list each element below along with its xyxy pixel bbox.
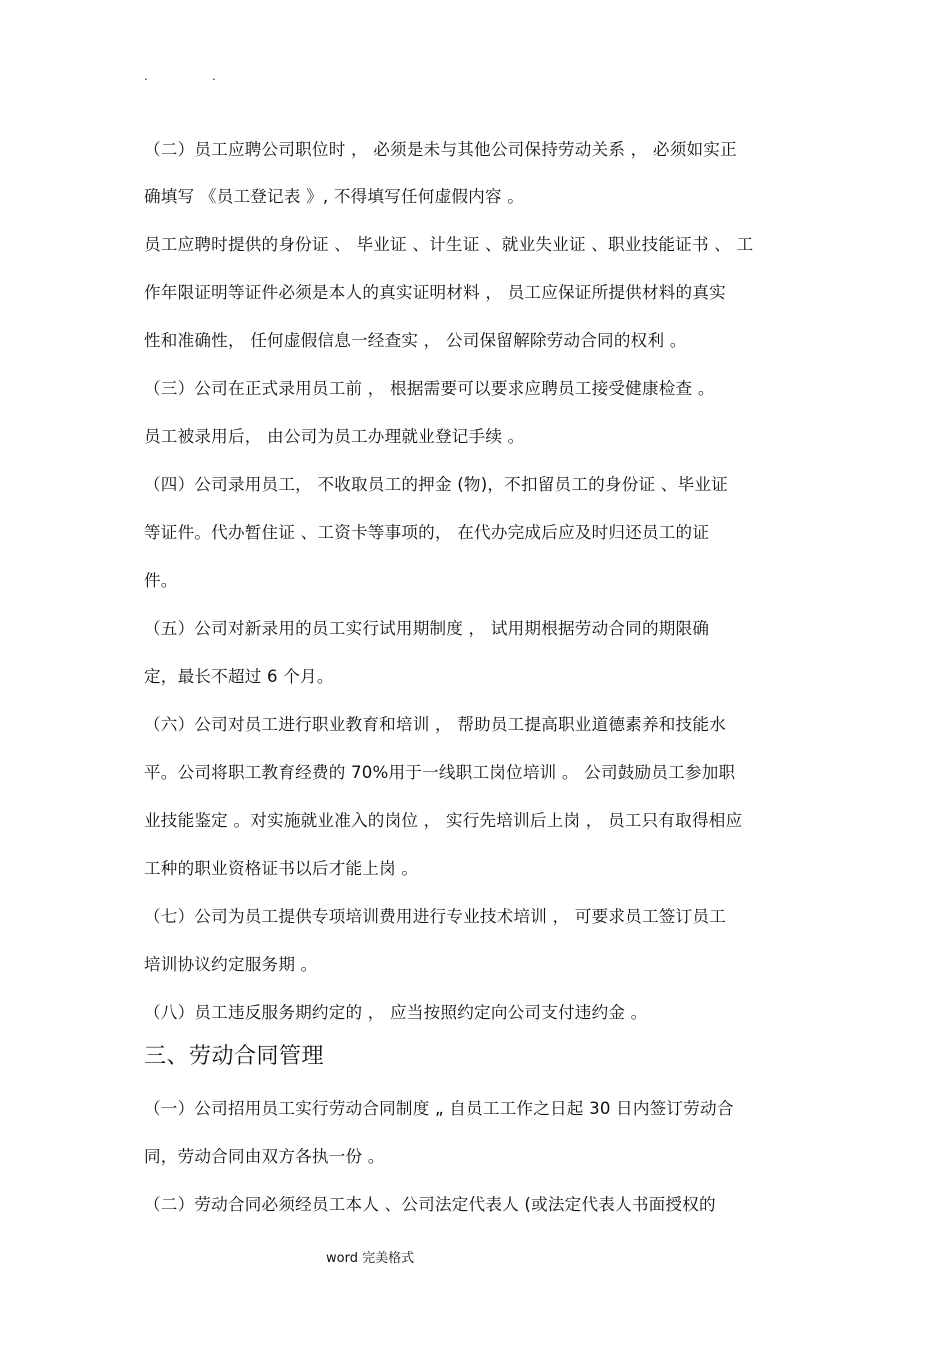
paragraph-line: 工种的职业资格证书以后才能上岗 。 xyxy=(144,859,419,878)
paragraph-line: 件。 xyxy=(144,571,178,590)
paragraph-line: 性和准确性， 任何虚假信息一经查实 ， 公司保留解除劳动合同的权利 。 xyxy=(144,331,687,350)
paragraph-line: （五）公司对新录用的员工实行试用期制度 ， 试用期根据劳动合同的期限确 xyxy=(144,619,710,638)
paragraph-line: （四）公司录用员工， 不收取员工的押金 (物)，不扣留员工的身份证 、毕业证 xyxy=(144,475,728,494)
paragraph-line: （七）公司为员工提供专项培训费用进行专业技术培训 ， 可要求员工签订员工 xyxy=(144,907,726,926)
paragraph-line: 作年限证明等证件必须是本人的真实证明材料 ， 员工应保证所提供材料的真实 xyxy=(144,283,726,302)
page-footer: word 完美格式 xyxy=(326,1251,415,1266)
header-dot: . xyxy=(212,69,216,83)
paragraph-line: （二）员工应聘公司职位时 ， 必须是未与其他公司保持劳动关系 ， 必须如实正 xyxy=(144,140,737,159)
paragraph-line: （二）劳动合同必须经员工本人 、公司法定代表人 (或法定代表人书面授权的 xyxy=(144,1195,716,1214)
header-dot: . xyxy=(144,69,148,83)
paragraph-line: 员工应聘时提供的身份证 、 毕业证 、计生证 、就业失业证 、职业技能证书 、 工 xyxy=(144,235,754,254)
paragraph-line: 定，最长不超过 6 个月。 xyxy=(144,667,334,686)
section-heading: 三、劳动合同管理 xyxy=(144,1044,325,1069)
paragraph-line: 培训协议约定服务期 。 xyxy=(144,955,318,974)
paragraph-line: 等证件。代办暂住证 、工资卡等事项的， 在代办完成后应及时归还员工的证 xyxy=(144,523,710,542)
paragraph-line: 员工被录用后， 由公司为员工办理就业登记手续 。 xyxy=(144,427,525,446)
paragraph-line: 同，劳动合同由双方各执一份 。 xyxy=(144,1147,385,1166)
paragraph-line: （六）公司对员工进行职业教育和培训 ， 帮助员工提高职业道德素养和技能水 xyxy=(144,715,726,734)
paragraph-line: （八）员工违反服务期约定的 ， 应当按照约定向公司支付违约金 。 xyxy=(144,1003,648,1022)
paragraph-line: 平。公司将职工教育经费的 70%用于一线职工岗位培训 。 公司鼓励员工参加职 xyxy=(144,763,736,782)
paragraph-line: 业技能鉴定 。对实施就业准入的岗位 ， 实行先培训后上岗 ， 员工只有取得相应 xyxy=(144,811,743,830)
paragraph-line: （一）公司招用员工实行劳动合同制度 „ 自员工工作之日起 30 日内签订劳动合 xyxy=(144,1099,734,1118)
paragraph-line: （三）公司在正式录用员工前 ， 根据需要可以要求应聘员工接受健康检查 。 xyxy=(144,379,715,398)
paragraph-line: 确填写 《员工登记表 》, 不得填写任何虚假内容 。 xyxy=(144,187,525,206)
